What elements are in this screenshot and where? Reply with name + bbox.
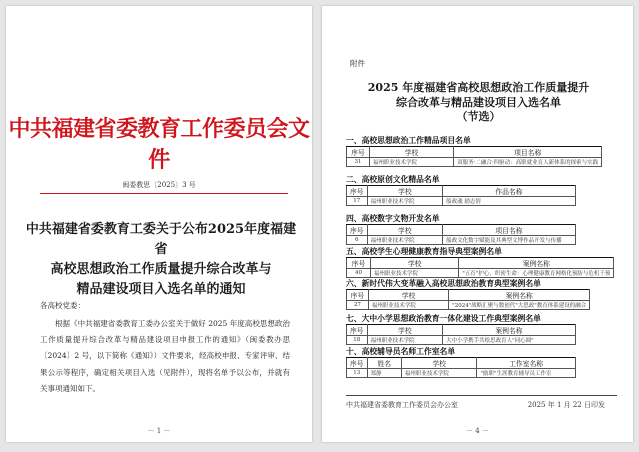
table-cell: 31 [347, 158, 370, 167]
table-header-row [347, 290, 590, 301]
table-header-row [347, 186, 576, 197]
table-header-row [347, 358, 576, 369]
list-title-line: （节选） [456, 110, 501, 123]
section-table [346, 257, 614, 278]
table-header-cell: 学校 [401, 358, 477, 369]
table-header-cell: 序号 [347, 147, 370, 158]
footer-date: 2025 年 1 月 22 日印发 [527, 401, 605, 409]
table-cell: 福州职业技术学院 [369, 158, 453, 167]
section-table [346, 289, 590, 310]
table-cell: "五育"护心，织密生命：心理健康教育网格化预防与危机干预 [459, 269, 614, 278]
section-heading: 十、高校辅导员名师工作室名单 [346, 347, 456, 356]
table-header-cell: 学校 [368, 290, 448, 301]
table-cell: 双服务·二融合·四驱动：高职就业育人新体系的探索与实践 [454, 158, 602, 167]
table-cell: "2024"战略汇聚与数创代"大思政"教育体系建设的融合 [449, 301, 590, 310]
section-heading: 七、大中小学思想政治教育一体化建设工作典型案例名单 [346, 314, 541, 323]
notice-title [24, 220, 298, 300]
table-header-cell: 案例名称 [449, 290, 590, 301]
section-table [346, 224, 576, 245]
red-divider [40, 193, 288, 194]
notice-title-line: 高校思想政治工作质量提升综合改革与 [50, 262, 272, 277]
table-cell: 福州职业技术学院 [401, 369, 477, 378]
section-table [346, 324, 576, 345]
table-header-cell: 序号 [347, 225, 368, 236]
attachment-label: 附件 [350, 59, 365, 68]
table-header-row [347, 225, 576, 236]
table-row [347, 369, 576, 378]
table-cell: 27 [347, 301, 369, 310]
table-cell: 郑静 [367, 369, 401, 378]
red-header-title: 中共福建省委教育工作委员会文件 [8, 116, 310, 173]
salutation: 各高校党委： [40, 301, 85, 310]
table-header-cell: 姓名 [367, 358, 401, 369]
page-number: － 4 － [466, 427, 489, 435]
table-cell: 17 [347, 197, 368, 206]
table-cell: 大中小学携手共绘思政育人"同心圆" [443, 336, 576, 345]
table-cell: 福州职业技术学院 [367, 336, 443, 345]
table-header-cell: 案例名称 [459, 258, 614, 269]
table-header-row [347, 258, 614, 269]
table-cell: 6 [347, 236, 368, 245]
table-header-cell: 学校 [369, 147, 453, 158]
list-title-line: 综合改革与精品建设项目入选名单 [396, 95, 561, 109]
table-cell: 13 [347, 369, 368, 378]
document-page-4 [322, 6, 633, 442]
page-number: － 1 － [147, 427, 171, 435]
table-header-cell: 序号 [347, 358, 368, 369]
table-header-cell: 序号 [347, 186, 368, 197]
table-header-cell: 项目名称 [443, 225, 576, 236]
table-header-cell: 学校 [367, 186, 443, 197]
table-row [347, 158, 602, 167]
table-cell: 船政魂 励志情 [443, 197, 576, 206]
list-title-line: 2025 年度福建省高校思想政治工作质量提升 [367, 81, 590, 94]
section-heading: 二、高校原创文化精品名单 [346, 175, 440, 184]
footer [346, 400, 617, 410]
table-cell: 福州职业技术学院 [367, 236, 443, 245]
section-table [346, 357, 576, 378]
table-header-cell: 学校 [367, 225, 443, 236]
section-heading: 六、新时代伟大变革融入高校思想政治教育典型案例名单 [346, 279, 541, 288]
section-table [346, 146, 602, 167]
notice-title-line: 中共福建省委教育工委关于公布2025年度福建省 [25, 222, 297, 257]
notice-body: 根据《中共福建省委教育工委办公室关于做好 2025 年度高校思想政治工作质量提升综合改革与精品建设项目申报工作的通知》（闽委教办思〔2024〕2 号，以下简称《通知》）文件要求，经高校申报、专家评审、结果公示等程序，确定相关项目入选（见附件），现将名单予以公布，并就有关事项通知如下。 [40, 319, 290, 393]
table-header-cell: 学校 [367, 325, 443, 336]
footer-divider [346, 395, 617, 396]
table-header-row [347, 325, 576, 336]
table-row [347, 197, 576, 206]
section-table [346, 185, 576, 206]
notice-title-line: 精品建设项目入选名单的通知 [76, 282, 246, 297]
table-cell: 船政文化数字赋能及其典型文博作品开发与传播 [443, 236, 576, 245]
table-header-cell: 序号 [347, 325, 368, 336]
table-header-cell: 序号 [347, 258, 371, 269]
table-cell: 福州职业技术学院 [368, 301, 448, 310]
table-cell: 40 [347, 269, 371, 278]
table-header-cell: 项目名称 [454, 147, 602, 158]
table-header-cell: 工作室名称 [477, 358, 575, 369]
list-title [342, 81, 615, 125]
table-header-row [347, 147, 602, 158]
table-cell: 福州职业技术学院 [371, 269, 459, 278]
table-header-cell: 学校 [371, 258, 459, 269]
table-cell: "励职"生涯教育辅导员工作室 [477, 369, 575, 378]
table-header-cell: 案例名称 [443, 325, 576, 336]
table-header-cell: 作品名称 [443, 186, 576, 197]
table-row [347, 301, 590, 310]
section-heading: 四、高校数字文物开发名单 [346, 214, 440, 223]
table-row [347, 269, 614, 278]
table-cell: 18 [347, 336, 368, 345]
section-heading: 一、高校思想政治工作精品项目名单 [346, 136, 471, 145]
document-page-1 [6, 6, 312, 442]
document-number: 闽委教思〔2025〕3 号 [122, 181, 196, 189]
footer-issuer: 中共福建省委教育工作委员会办公室 [346, 401, 458, 409]
section-heading: 五、高校学生心理健康教育指导典型案例名单 [346, 247, 502, 256]
table-row [347, 336, 576, 345]
table-header-cell: 序号 [347, 290, 369, 301]
table-cell: 福州职业技术学院 [367, 197, 443, 206]
table-row [347, 236, 576, 245]
